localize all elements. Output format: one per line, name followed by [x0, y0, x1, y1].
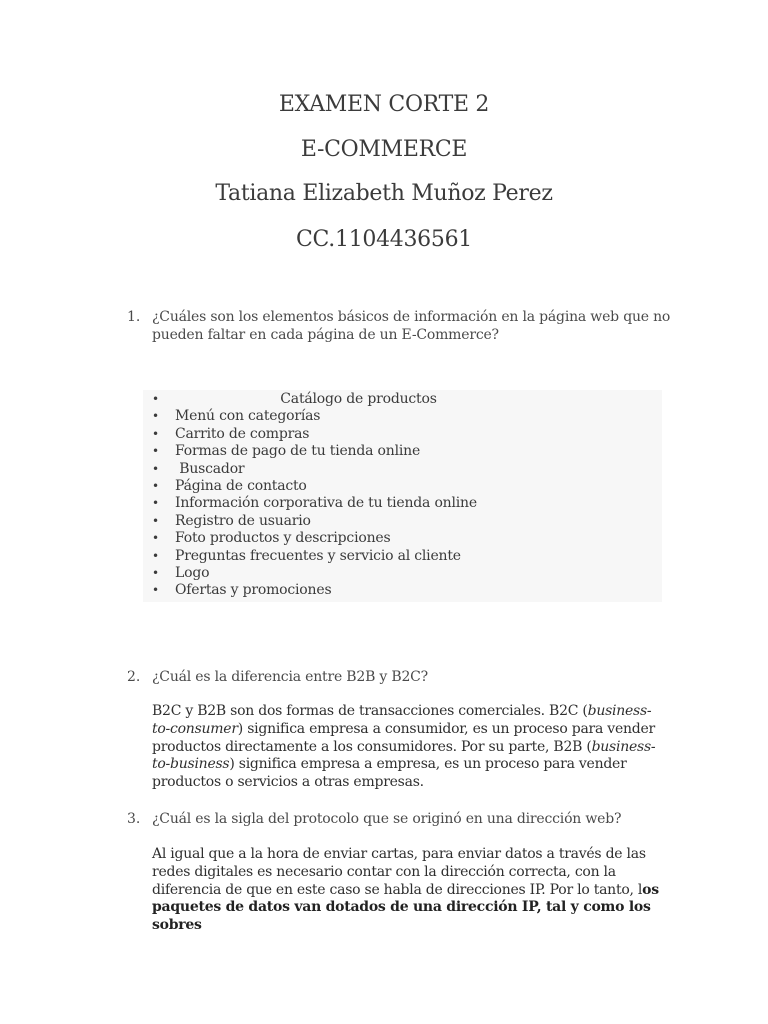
question-3-text: ¿Cuál es la sigla del protocolo que se originó en una dirección web?: [152, 811, 622, 827]
question-1-number: 1.: [127, 309, 141, 325]
student-id: CC.1104436561: [296, 227, 472, 252]
list-item: • Registro de usuario: [152, 512, 311, 529]
elements-list: [152, 391, 662, 600]
question-2-number: 2.: [127, 669, 141, 685]
student-name: Tatiana Elizabeth Muñoz Perez: [215, 181, 553, 206]
list-item: • Formas de pago de tu tienda online: [152, 443, 421, 460]
list-item: • Menú con categorías: [152, 408, 321, 425]
question-3-number: 3.: [127, 811, 141, 827]
question-1-text: ¿Cuáles son los elementos básicos de información en la página web que no pueden faltar en cada página de un E-Commerce?: [152, 309, 671, 343]
list-item: • Logo: [152, 564, 210, 581]
course-title: E-COMMERCE: [300, 137, 468, 162]
list-item: • Catálogo de productos: [152, 391, 437, 407]
list-item: • Buscador: [152, 460, 245, 477]
question-3-answer: Al igual que a la hora de enviar cartas, para enviar datos a través de las redes digitales es necesario contar con la dirección correcta, con la diferencia de que en este caso se habla de direcciones IP. Por lo tanto, los paquetes de datos van dotados de una dirección IP, tal y como los sobres: [152, 846, 659, 934]
list-item: • Página de contacto: [152, 477, 307, 494]
exam-title: EXAMEN CORTE 2: [278, 92, 490, 117]
question-2-text: ¿Cuál es la diferencia entre B2B y B2C?: [152, 669, 428, 685]
list-item: • Información corporativa de tu tienda online: [152, 495, 477, 512]
question-2-answer: B2C y B2B son dos formas de transacciones comerciales. B2C (business-to-consumer) significa empresa a consumidor, es un proceso para vender productos directamente a los consumidores. Por su parte, B2B (business-to-business) significa empresa a empresa, es un proceso para vender productos o servicios a otras empresas.: [152, 703, 656, 791]
list-item: • Carrito de compras: [152, 425, 310, 442]
list-item: • Foto productos y descripciones: [152, 530, 391, 547]
list-item: • Preguntas frecuentes y servicio al cliente: [152, 547, 461, 564]
list-item: • Ofertas y promociones: [152, 582, 332, 599]
